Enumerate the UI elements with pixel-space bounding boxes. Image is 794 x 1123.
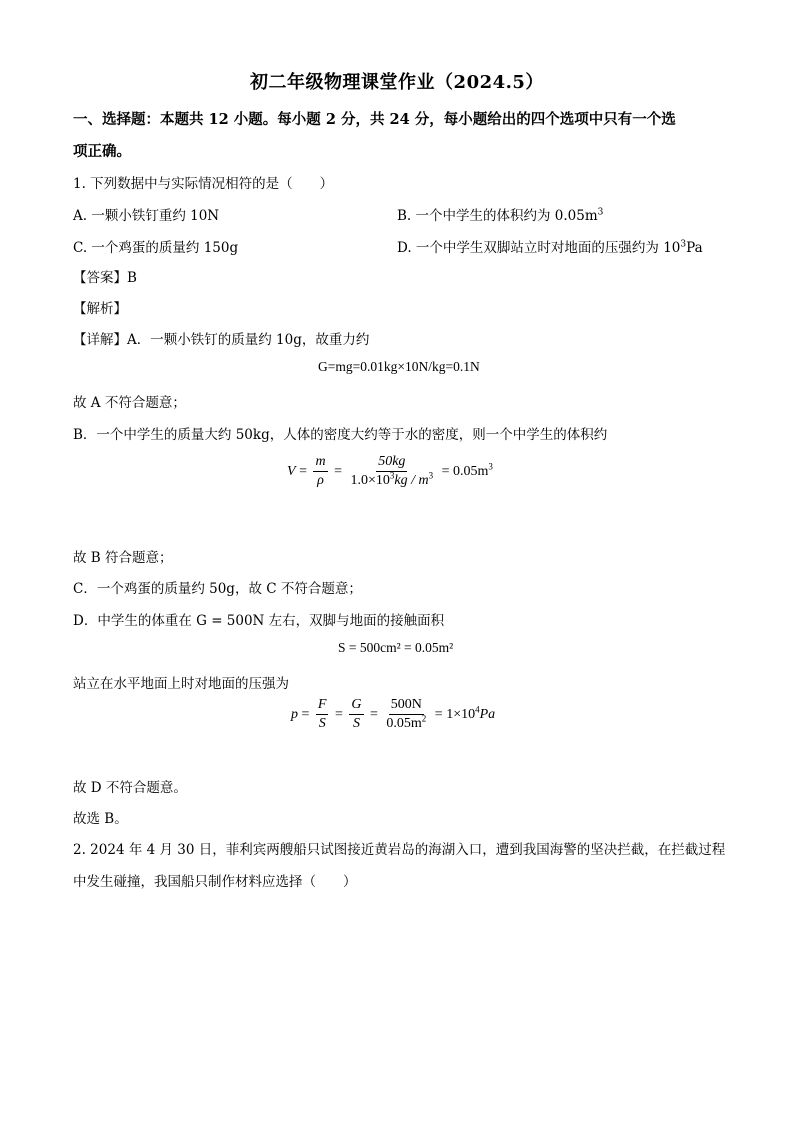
q1-option-c: C. 一个鸡蛋的质量约 150g: [73, 240, 239, 256]
q1-option-d: D. 一个中学生双脚站立时对地面的压强约为 $10^3Pa$: [397, 239, 703, 256]
q1-option-a: A. 一颗小铁钉重约 10N: [73, 208, 220, 224]
equation-b: V = $\frac{m}{\rho}$ = $\frac{50kg}{1.0\times 10^3kg / m^3}$ = $0.05m^3$: [287, 454, 493, 488]
conclusion-b: 故 B 符合题意；: [73, 550, 173, 566]
detail-c: C．一个鸡蛋的质量约 50g，故 C 不符合题意；: [73, 581, 362, 597]
conclusion-d: 故 D 不符合题意。: [73, 780, 187, 796]
eq-d2-frac2: $\frac{G}{S}$: [351, 697, 362, 731]
section-heading-line2: 项正确。: [73, 143, 131, 160]
eq-d2-frac3: $\frac{500N}{0.05m^2}$: [386, 697, 427, 731]
eq-b-frac2: $\frac{50kg}{1.0\times 10^3kg / m^3}$: [350, 454, 434, 488]
equation-a: G=mg=0.01kg×10N/kg=0.1N: [318, 359, 480, 374]
eq-d2-frac1: $\frac{F}{S}$: [317, 697, 327, 731]
detail-a: 【详解】A．一颗小铁钉的质量约 10g，故重力约: [73, 332, 370, 348]
analysis-label: 【解析】: [73, 301, 127, 317]
detail-b: B．一个中学生的质量大约 50kg，人体的密度大约等于水的密度，则一个中学生的体积约: [73, 427, 608, 443]
detail-d2: 站立在水平地面上时对地面的压强为: [73, 676, 289, 692]
question-1-stem: 1. 下列数据中与实际情况相符的是（ ）: [73, 176, 334, 192]
eq-b-lhs: V: [287, 463, 296, 479]
answer-label: 【答案】B: [73, 270, 137, 286]
equation-d1: S = 500cm² = 0.05m²: [338, 640, 454, 655]
eq-d2-lhs: p: [291, 706, 298, 722]
detail-d: D．中学生的体重在 G = 500N 左右，双脚与地面的接触面积: [73, 613, 445, 629]
page-title: 初二年级物理课堂作业（2024.5）: [250, 72, 544, 93]
conclusion-a: 故 A 不符合题意；: [73, 395, 186, 411]
section-heading-line1: 一、选择题：本题共 12 小题。每小题 2 分，共 24 分，每小题给出的四个选项中只有一个选: [73, 111, 676, 128]
q1-option-b: B. 一个中学生的体积约为 $0.05m^3$: [397, 207, 604, 224]
equation-d2: p = $\frac{F}{S}$ = $\frac{G}{S}$ = $\frac{500N}{0.05m^2}$ = $1\times 10^4Pa$: [291, 697, 496, 731]
final-answer: 故选 B。: [73, 811, 128, 827]
question-2-stem-line2: 中发生碰撞，我国船只制作材料应选择（ ）: [73, 874, 357, 890]
eq-b-frac1: $\frac{m}{\rho}$: [315, 454, 326, 488]
question-2-stem-line1: 2. 2024 年 4 月 30 日，菲利宾两艘船只试图接近黄岩岛的海湖入口，遭到我国海警的坚决拦截，在拦截过程: [73, 842, 726, 858]
